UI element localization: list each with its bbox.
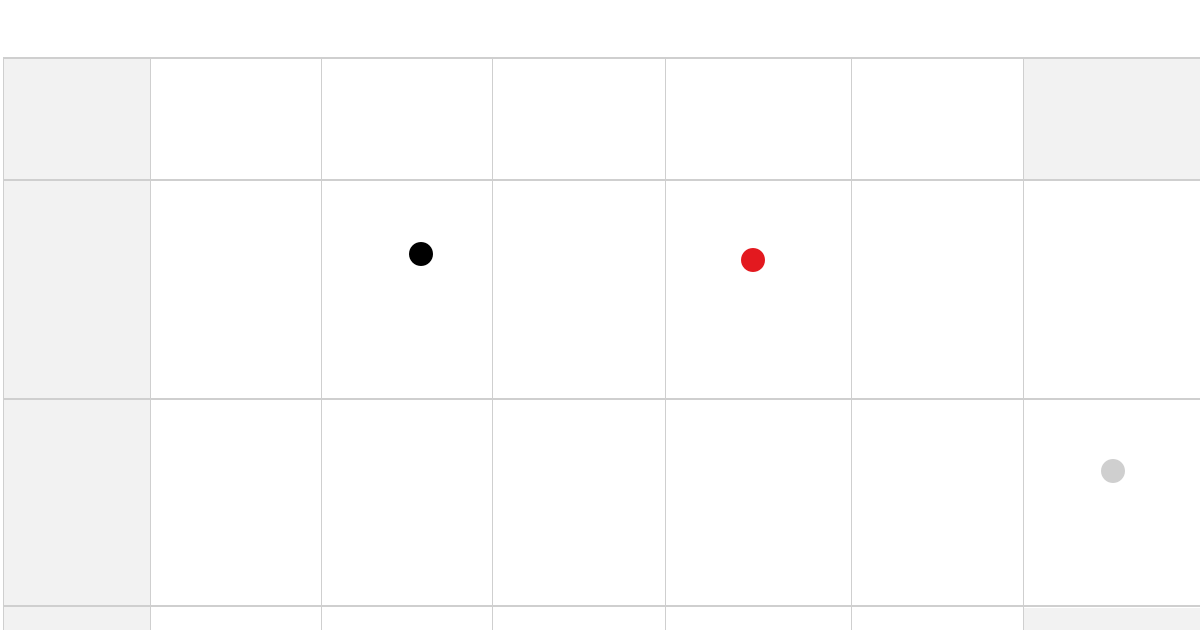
daftar-rerainan-button[interactable] <box>1024 608 1200 630</box>
date-cell[interactable] <box>666 607 851 630</box>
wuku-cell <box>322 59 492 179</box>
new-moon-icon <box>1101 459 1125 483</box>
new-moon-icon <box>409 242 433 266</box>
wuku-cell <box>493 59 665 179</box>
wuku-cell <box>852 59 1023 179</box>
wuku-cell <box>666 59 851 179</box>
date-cell[interactable] <box>852 607 1023 630</box>
wuku-cell <box>1024 59 1200 179</box>
day-label-sunday <box>4 181 150 398</box>
date-cell[interactable] <box>493 607 665 630</box>
day-label-monday <box>4 400 150 605</box>
wuku-label <box>4 59 150 179</box>
day-label-tuesday <box>4 607 150 630</box>
date-cell[interactable] <box>322 607 492 630</box>
wuku-cell <box>151 59 321 179</box>
full-moon-icon <box>741 248 765 272</box>
calendar-header <box>0 0 1200 57</box>
